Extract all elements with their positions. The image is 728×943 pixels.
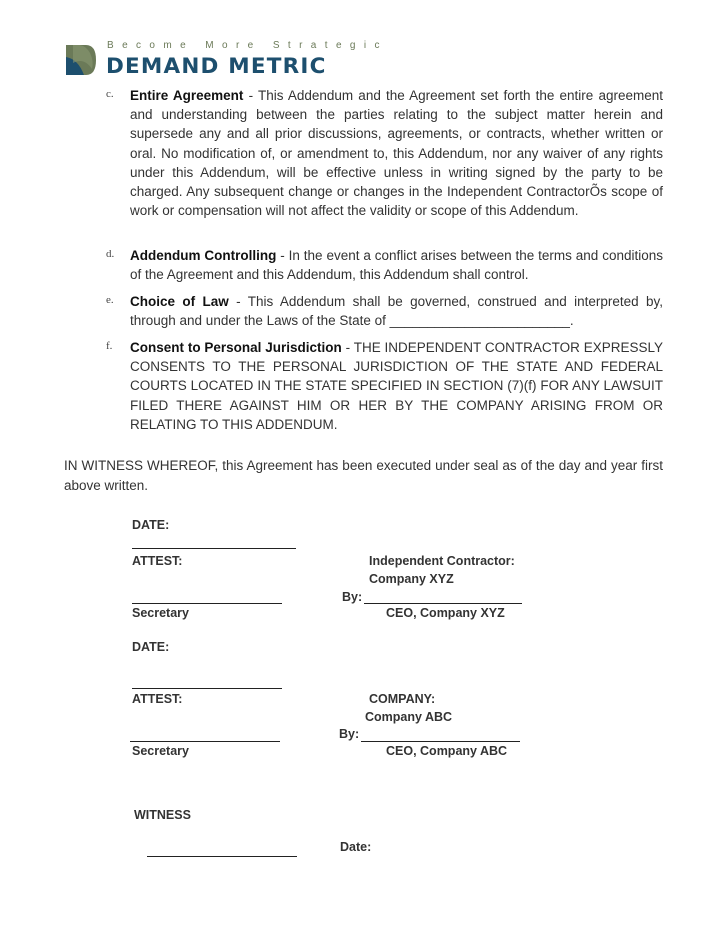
- clause-body: [130, 292, 663, 330]
- by-signature-line: [364, 603, 522, 604]
- attest-signature-line: [132, 603, 282, 604]
- clause-text: - This Addendum shall be governed, construed and interpreted by, through and under the Laws of the State of ________________________.: [130, 294, 664, 329]
- independent-contractor-label: Independent Contractor:: [369, 554, 515, 568]
- by-signature-line: [361, 741, 520, 742]
- clause-heading: Entire Agreement: [130, 88, 244, 103]
- ceo-label: CEO, Company ABC: [386, 744, 508, 758]
- logo-mark-icon: [64, 43, 98, 77]
- clause-heading: Choice of Law: [130, 294, 229, 309]
- clause-heading: Consent to Personal Jurisdiction: [130, 340, 342, 355]
- clause-letter: d.: [106, 248, 115, 260]
- witness-signature-line: [147, 856, 297, 857]
- clause-letter: e.: [106, 294, 114, 306]
- clause-text: - THE INDEPENDENT CONTRACTOR EXPRESSLY CONSENTS TO THE PERSONAL JURISDICTION OF THE STATE AND FEDERAL COURTS LOCATED IN THE STATE SPECIFIED IN SECTION (7)(f) FOR ANY LAWSUIT FILED THERE AGAINST HIM OR HER BY THE COMPANY ARISING FROM OR RELATING TO THIS ADDENDUM.: [130, 340, 664, 432]
- clause-heading: Addendum Controlling: [130, 248, 277, 263]
- witness-label: WITNESS: [134, 808, 191, 822]
- attest-label: ATTEST:: [132, 692, 183, 706]
- clause-text: - In the event a conflict arises between the terms and conditions of the Agreement and this Addendum, this Addendum shall control.: [130, 248, 663, 283]
- clause-letter: c.: [106, 88, 114, 100]
- secretary-label: Secretary: [132, 606, 189, 620]
- logo-name: DEMAND METRIC: [106, 54, 327, 79]
- by-label: By:: [339, 727, 360, 741]
- date-signature-line: [132, 548, 296, 549]
- company-name: Company ABC: [365, 710, 453, 724]
- logo-tagline: Become More Strategic: [107, 40, 388, 51]
- company-logo: [64, 38, 388, 80]
- clause-letter: f.: [106, 340, 113, 352]
- attest-signature-line: [130, 741, 280, 742]
- date-label: Date:: [340, 840, 372, 854]
- witness-paragraph: IN WITNESS WHEREOF, this Agreement has been executed under seal as of the day and year first above written.: [64, 458, 663, 493]
- clause-body: [130, 246, 663, 284]
- date-signature-line: [132, 688, 282, 689]
- contractor-company-name: Company XYZ: [369, 572, 454, 586]
- date-label: DATE:: [132, 518, 170, 532]
- clause-body: [130, 338, 663, 434]
- date-label: DATE:: [132, 640, 170, 654]
- company-label: COMPANY:: [369, 692, 436, 706]
- by-label: By:: [342, 590, 363, 604]
- clause-text: - This Addendum and the Agreement set forth the entire agreement and understanding between the parties relating to the subject matter herein and supersede any and all prior discussions, agreements, or contracts, whether written or oral. No modification of, or amendment to, this Addendum, nor any waiver of any rights under this Addendum, will be effective unless in writing signed by the party to be charged. Any subsequent change or changes in the Independent ContractorÕs scope of work or compensation will not affect the validity or scope of this Addendum.: [130, 88, 663, 219]
- ceo-label: CEO, Company XYZ: [386, 606, 505, 620]
- secretary-label: Secretary: [132, 744, 189, 758]
- clause-body: [130, 86, 663, 220]
- attest-label: ATTEST:: [132, 554, 183, 568]
